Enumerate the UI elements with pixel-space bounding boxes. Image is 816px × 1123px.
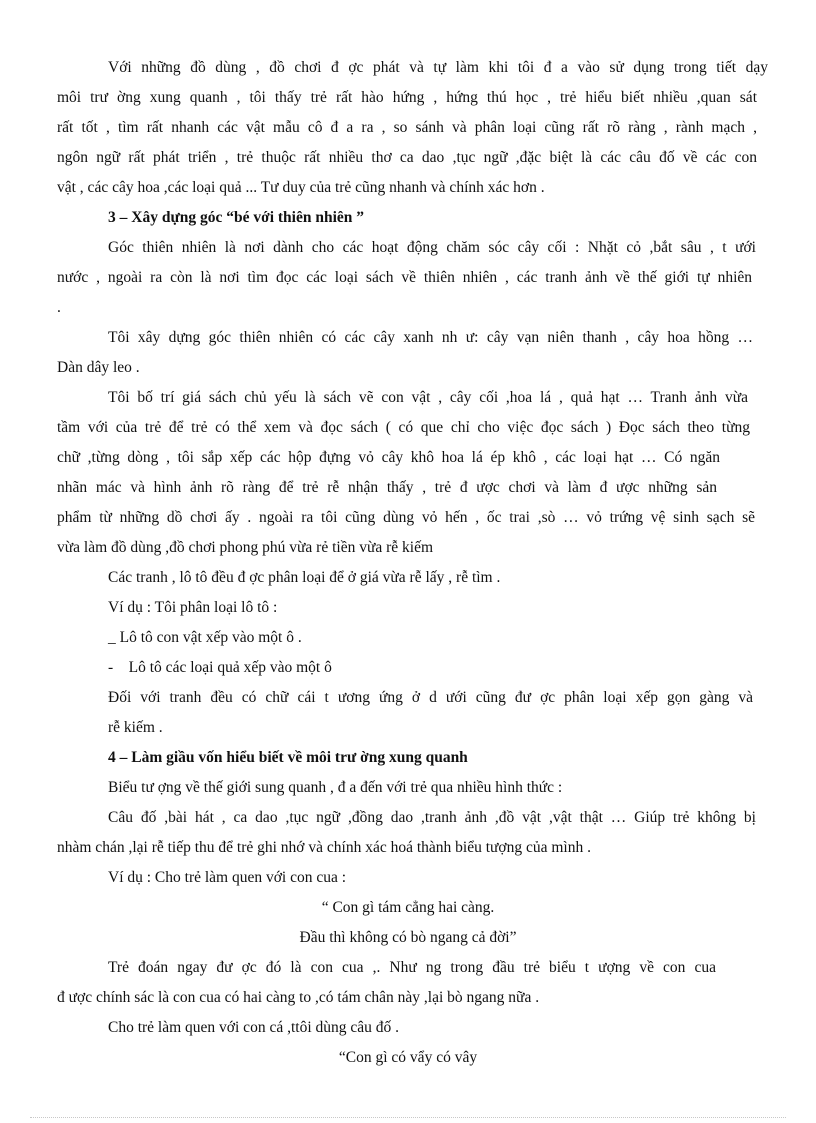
body-text-line: Tôi xây dựng góc thiên nhiên có các cây xanh nh ư: cây vạn niên thanh , cây hoa hồng … [108,329,753,346]
body-text-line: đ ược chính sác là con cua có hai càng to ,có tám chân này ,lại bò ngang nữa . [57,989,540,1006]
list-item: _ Lô tô con vật xếp vào một ô . [108,629,302,646]
body-text-line: Góc thiên nhiên là nơi dành cho các hoạt động chăm sóc cây cối : Nhặt cỏ ,bắt sâu , t ưới [108,239,756,256]
body-text-line: vật , các cây hoa ,các loại quả ... Tư duy của trẻ cũng nhanh và chính xác hơn . [57,179,545,196]
poem-line: “Con gì có vẩy có vây [338,1049,478,1066]
body-text-line: nước , ngoài ra còn là nơi tìm đọc các loại sách về thiên nhiên , các tranh ảnh về thế giới tự nhiên [57,269,752,286]
body-text-line: vừa làm đồ dùng ,đồ chơi phong phú vừa rẻ tiền vừa rễ kiếm [57,539,434,556]
page-bottom-divider [30,1117,786,1118]
body-text-line: Ví dụ : Cho trẻ làm quen với con cua : [108,869,347,886]
body-text-line: Câu đố ,bài hát , ca dao ,tục ngữ ,đồng dao ,tranh ảnh ,đồ vật ,vật thật … Giúp trẻ không bị [108,809,756,826]
section-heading: 4 – Làm giầu vốn hiểu biết về môi trư ờng xung quanh [108,749,468,766]
body-text-line: Tôi bố trí giá sách chủ yếu là sách vẽ con vật , cây cối ,hoa lá , quả hạt … Tranh ảnh vừa [108,389,748,406]
body-text-line: Dàn dây leo . [57,359,140,376]
body-text-line: rất tốt , tìm rất nhanh các vật mẫu cô đ a ra , so sánh và phân loại cũng rất rõ ràng , rành mạch , [57,119,757,136]
poem-line: Đầu thì không có bò ngang cả đời” [299,929,517,946]
body-text-line: phẩm từ những dồ chơi ấy . ngoài ra tôi cũng dùng vỏ hến , ốc trai ,sò … vỏ trứng vệ sinh sạch sẽ [57,509,755,526]
body-text-line: tầm với của trẻ để trẻ có thể xem và đọc sách ( có que chỉ cho việc đọc sách ) Đọc sách theo từng [57,419,750,436]
body-text-line: Biểu tư ợng về thế giới sung quanh , đ a đến với trẻ qua nhiều hình thức : [108,779,563,796]
body-text-line: . [57,299,61,316]
body-text-line: ngôn ngữ rất phát triển , trẻ thuộc rất nhiều thơ ca dao ,tục ngữ ,đặc biệt là các câu đố về các con [57,149,757,166]
body-text-line: Đối với tranh đều có chữ cái t ương ứng ở d ưới cũng đư ợc phân loại xếp gọn gàng và [108,689,753,706]
body-text-line: chữ ,từng dòng , tôi sắp xếp các hộp đựng vỏ cây khô hoa lá ép khô , các loại hạt … Có ngăn [57,449,720,466]
body-text-line: môi trư ờng xung quanh , tôi thấy trẻ rất hào hứng , hứng thú học , trẻ hiểu biết nhiều ,quan sát [57,89,757,106]
body-text-line: nhàm chán ,lại rễ tiếp thu để trẻ ghi nhớ và chính xác hoá thành biểu tượng của mình . [57,839,591,856]
body-text-line: Cho trẻ làm quen với con cá ,ttôi dùng câu đố . [108,1019,400,1036]
section-heading: 3 – Xây dựng góc “bé với thiên nhiên ” [108,209,365,226]
list-item: - Lô tô các loại quả xếp vào một ô [108,659,332,676]
body-text-line: Các tranh , lô tô đều đ ợc phân loại để ở giá vừa rễ lấy , rễ tìm . [108,569,501,586]
body-text-line: Ví dụ : Tôi phân loại lô tô : [108,599,278,616]
body-text-line: nhãn mác và hình ảnh rõ ràng để trẻ rễ nhận thấy , trẻ đ ược chơi và làm đ ược những sản [57,479,717,496]
body-text-line: rễ kiếm . [108,719,163,736]
poem-line: “ Con gì tám cẳng hai càng. [321,899,495,916]
body-text-line: Trẻ đoán ngay đư ợc đó là con cua ,. Như ng trong đầu trẻ biểu t ượng về con cua [108,959,716,976]
body-text-line: Với những đồ dùng , đồ chơi đ ợc phát và tự làm khi tôi đ a vào sử dụng trong tiết dạy [108,59,768,76]
